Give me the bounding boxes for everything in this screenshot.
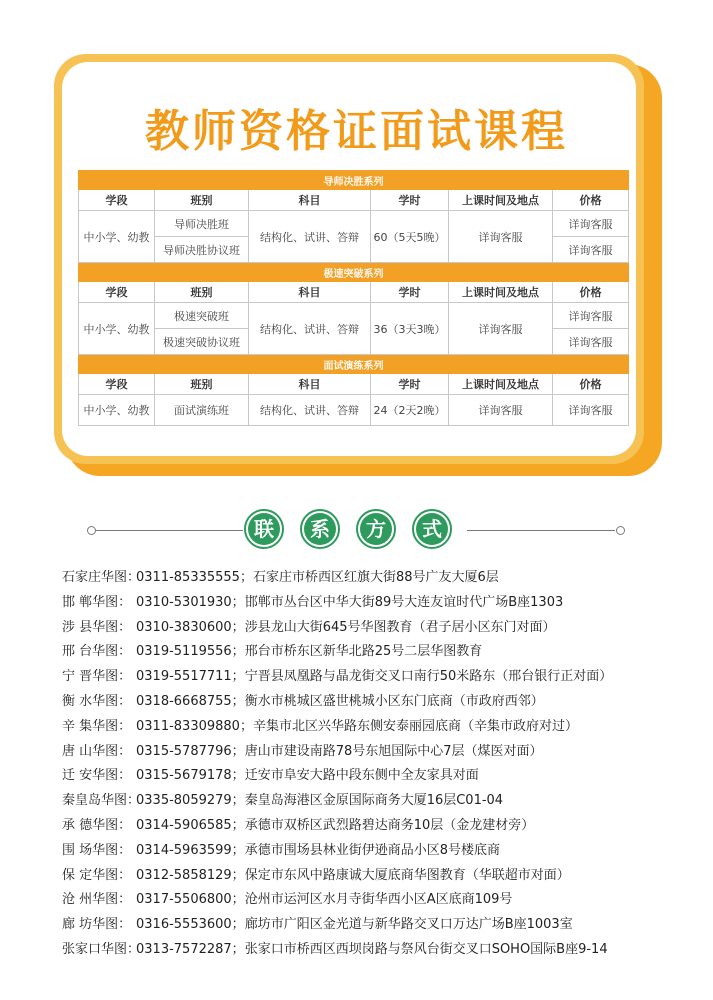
cell-price: 详询客服 [553,395,629,426]
header-row [79,190,629,211]
col-header-subject: 科目 [249,374,371,395]
col-header-stage: 学段 [79,190,155,211]
list-item: 廊 坊华图： 0316-5553600；廊坊市广阳区金光道与新华路交叉口万达广场B座1003室 [62,917,573,933]
table-row [79,395,629,426]
col-header-class: 班别 [155,282,249,303]
divider-dot-right [616,526,625,535]
cell-class: 导师决胜协议班 [155,237,249,263]
cell-class: 极速突破班 [155,303,249,329]
cell-class: 面试演练班 [155,395,249,426]
cell-hours: 60（5天5晚） [371,211,449,263]
col-header-class: 班别 [155,374,249,395]
divider-line-left [95,530,243,531]
col-header-hours: 学时 [371,374,449,395]
contact-heading-char: 式 [412,509,452,549]
cell-price: 详询客服 [553,329,629,355]
section-title: 导师决胜系列 [79,171,629,190]
cell-price: 详询客服 [553,303,629,329]
list-item: 承 德华图： 0314-5906585；承德市双桥区武烈路碧达商务10层（金龙建材旁） [62,817,535,833]
col-header-hours: 学时 [371,190,449,211]
list-item: 保 定华图： 0312-5858129；保定市东风中路康诚大厦底商华图教育（华联超市对面） [62,867,570,883]
list-item: 围 场华图： 0314-5963599；承德市围场县林业街伊逊商品小区8号楼底商 [62,842,500,858]
list-item: 涉 县华图： 0310-3830600；涉县龙山大街645号华图教育（君子居小区东门对面） [62,619,556,635]
list-item: 沧 州华图： 0317-5506800；沧州市运河区水月寺街华西小区A区底商109号 [62,892,513,908]
cell-subject: 结构化、试讲、答辩 [249,303,371,355]
cell-subject: 结构化、试讲、答辩 [249,395,371,426]
contact-list [62,566,612,963]
col-header-class: 班别 [155,190,249,211]
list-item: 邯 郸华图： 0310-5301930；邯郸市丛台区中华大街89号大连友谊时代广场B座1303 [62,594,564,610]
list-item: 迁 安华图： 0315-5679178；迁安市阜安大路中段东侧中全友家具对面 [62,768,479,784]
cell-stage: 中小学、幼教 [79,303,155,355]
cell-time-place: 详询客服 [449,303,553,355]
list-item: 张家口华图：0313-7572287；张家口市桥西区西坝岗路与祭风台街交叉口SOHO国际B座9-14 [62,941,608,957]
col-header-time-place: 上课时间及地点 [449,374,553,395]
col-header-time-place: 上课时间及地点 [449,190,553,211]
col-header-hours: 学时 [371,282,449,303]
cell-stage: 中小学、幼教 [79,211,155,263]
list-item: 石家庄华图：0311-85335555；石家庄市桥西区红旗大街88号广友大厦6层 [62,570,499,585]
col-header-price: 价格 [553,374,629,395]
list-item: 衡 水华图： 0318-6668755；衡水市桃城区盛世桃城小区东门底商（市政府西邻） [62,693,544,709]
cell-subject: 结构化、试讲、答辩 [249,211,371,263]
cell-price: 详询客服 [553,237,629,263]
cell-stage: 中小学、幼教 [79,395,155,426]
cell-hours: 36（3天3晚） [371,303,449,355]
table-row [79,303,629,329]
cell-hours: 24（2天2晚） [371,395,449,426]
cell-time-place: 详询客服 [449,211,553,263]
list-item: 唐 山华图： 0315-5787796；唐山市建设南路78号东旭国际中心7层（煤医对面） [62,743,543,759]
list-item: 宁 晋华图： 0319-5517711；宁晋县凤凰路与晶龙街交叉口南行50米路东（邢台银行正对面） [62,669,613,685]
cell-price: 详询客服 [553,211,629,237]
header-row [79,374,629,395]
list-item: 秦皇岛华图：0335-8059279；秦皇岛海港区金原国际商务大厦16层C01-04 [62,793,504,809]
col-header-time-place: 上课时间及地点 [449,282,553,303]
list-item: 辛 集华图： 0311-83309880；辛集市北区兴华路东侧安泰丽园底商（辛集市政府对过） [62,718,578,734]
col-header-stage: 学段 [79,374,155,395]
section-header [79,171,629,190]
col-header-subject: 科目 [249,190,371,211]
table-row [79,211,629,237]
contact-heading-char: 联 [244,509,284,549]
col-header-price: 价格 [553,190,629,211]
col-header-price: 价格 [553,282,629,303]
cell-class: 极速突破协议班 [155,329,249,355]
section-header [79,355,629,374]
contact-heading-char: 系 [300,509,340,549]
cell-time-place: 详询客服 [449,395,553,426]
col-header-subject: 科目 [249,282,371,303]
list-item: 邢 台华图： 0319-5119556；邢台市桥东区新华北路25号二层华图教育 [62,644,483,660]
course-table [78,170,629,426]
section-title: 极速突破系列 [79,263,629,282]
section-header [79,263,629,282]
col-header-stage: 学段 [79,282,155,303]
header-row [79,282,629,303]
contact-heading-char: 方 [356,509,396,549]
cell-class: 导师决胜班 [155,211,249,237]
section-title: 面试演练系列 [79,355,629,374]
divider-line-right [467,530,615,531]
page-title: 教师资格证面试课程 [145,106,568,157]
